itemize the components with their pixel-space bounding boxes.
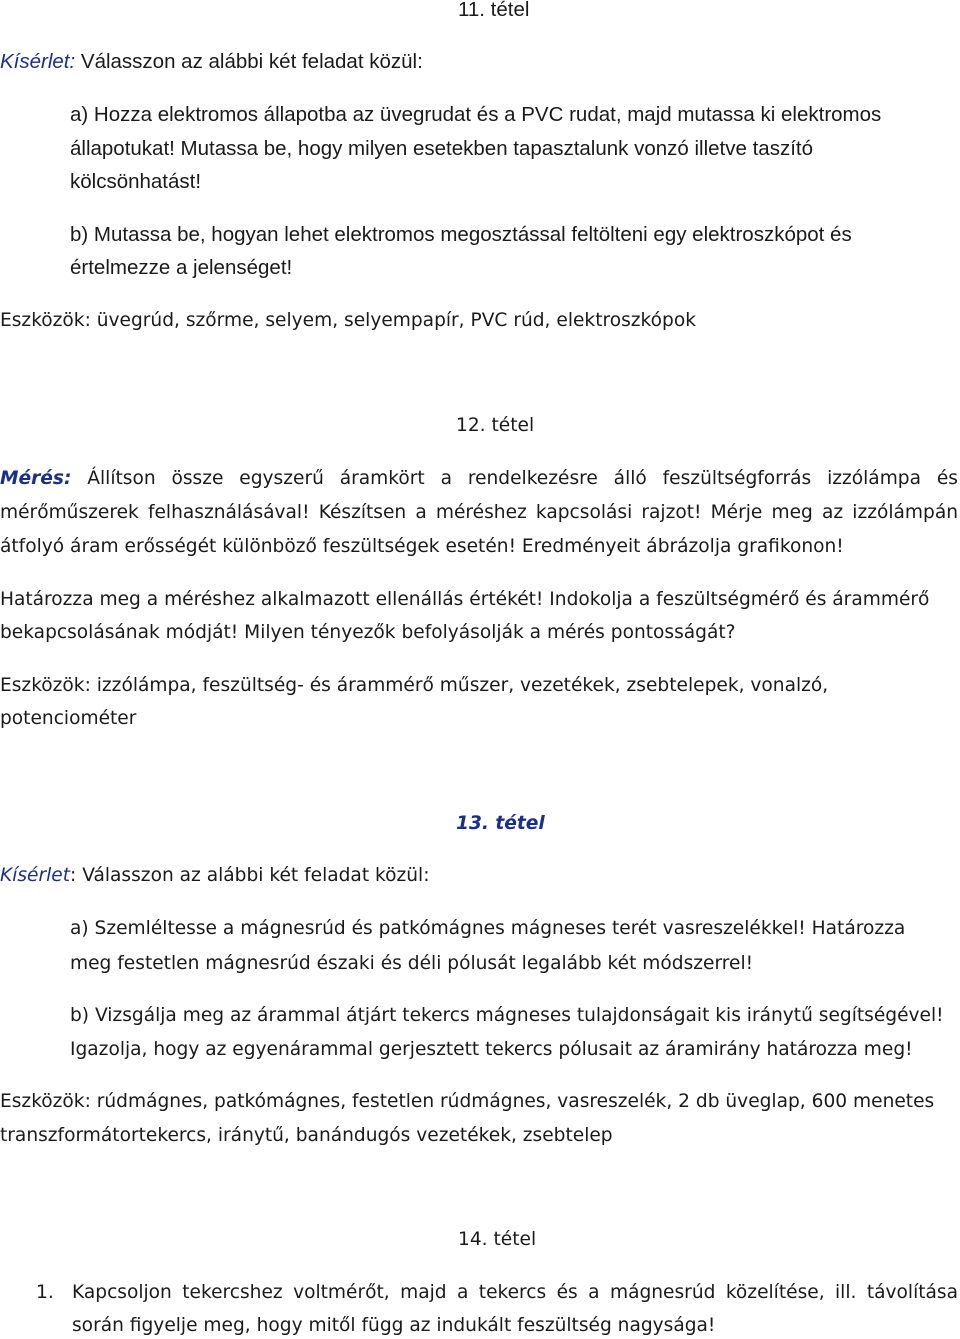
heading-11: 11. tétel — [458, 0, 530, 21]
heading-12: 12. tétel — [456, 415, 535, 436]
t12-hatarozza-line-1: Határozza meg a méréshez alkalmazott ellenállás értékét! Indokolja a feszültségmérő és árammérő — [0, 589, 930, 610]
t13-b-line-2: Igazolja, hogy az egyenárammal gerjesztett tekercs pólusait az áramirány határozza meg! — [70, 1039, 913, 1060]
list-item-number: 1. — [36, 1282, 54, 1303]
t13-a-line-1: a) Szemléltesse a mágnesrúd és patkómágnes mágneses terét vasreszelékkel! Határozza — [70, 918, 906, 939]
t12-meres-line-3: átfolyó áram erősségét különböző feszültségek esetén! Eredményeit ábrázolja grafikonon! — [0, 536, 844, 557]
t11-a-line-2: állapotukat! Mutassa be, hogy milyen esetekben tapasztalunk vonzó illetve taszító — [70, 137, 813, 160]
kiserlet-label-13: Kísérlet — [0, 865, 71, 886]
meres-label: Mérés: — [0, 468, 72, 489]
kiserlet-text-11: Válasszon az alábbi két feladat közül: — [75, 50, 423, 73]
t12-hatarozza-line-2: bekapcsolásának módját! Milyen tényezők befolyásolják a mérés pontosságát? — [0, 622, 736, 643]
t11-a-line-3: kölcsönhatást! — [70, 170, 202, 193]
t13-eszkozok-line-2: transzformátortekercs, iránytű, banándugós vezetékek, zsebtelep — [0, 1125, 613, 1146]
t13-a-line-2: meg festetlen mágnesrúd északi és déli pólusát legalább két módszerrel! — [70, 953, 754, 974]
t13-eszkozok-line-1: Eszközök: rúdmágnes, patkómágnes, festetlen rúdmágnes, vasreszelék, 2 db üveglap, 600 menetes — [0, 1091, 935, 1112]
heading-14: 14. tétel — [458, 1229, 537, 1250]
heading-13: 13. tétel — [456, 813, 545, 834]
t13-b-line-1: b) Vizsgálja meg az árammal átjárt tekercs mágneses tulajdonságait kis iránytű segítségével! — [70, 1005, 944, 1026]
kiserlet-text-13: : Válasszon az alábbi két feladat közül: — [70, 865, 430, 886]
t11-b-line-2: értelmezze a jelenséget! — [70, 256, 293, 279]
t12-meres-text-1: Állítson össze egyszerű áramkört a rendelkezésre álló feszültségforrás izzólámpa és — [71, 468, 958, 489]
kiserlet-line-13 — [0, 863, 430, 889]
kiserlet-line-11 — [0, 49, 423, 75]
t14-item-line-1: Kapcsoljon tekercshez voltmérőt, majd a tekercs és a mágnesrúd közelítése, ill. távolítása — [72, 1282, 958, 1303]
t12-meres-line-1 — [0, 466, 958, 492]
t14-item-line-2: során figyelje meg, hogy mitől függ az indukált feszültség nagysága! — [72, 1315, 716, 1336]
t12-eszkozok-line-2: potenciométer — [0, 708, 137, 729]
t11-eszkozok: Eszközök: üvegrúd, szőrme, selyem, selyempapír, PVC rúd, elektroszkópok — [0, 310, 696, 331]
t12-eszkozok-line-1: Eszközök: izzólámpa, feszültség- és árammérő műszer, vezetékek, zsebtelepek, vonalzó, — [0, 675, 829, 696]
t11-a-line-1: a) Hozza elektromos állapotba az üvegrudat és a PVC rudat, majd mutassa ki elektromos — [70, 103, 882, 126]
t12-meres-line-2: mérőműszerek felhasználásával! Készítsen a méréshez kapcsolási rajzot! Mérje meg az izzólámpán — [0, 502, 958, 523]
kiserlet-label-11: Kísérlet: — [0, 50, 76, 73]
t11-b-line-1: b) Mutassa be, hogyan lehet elektromos megosztással feltölteni egy elektroszkópot és — [70, 223, 852, 246]
